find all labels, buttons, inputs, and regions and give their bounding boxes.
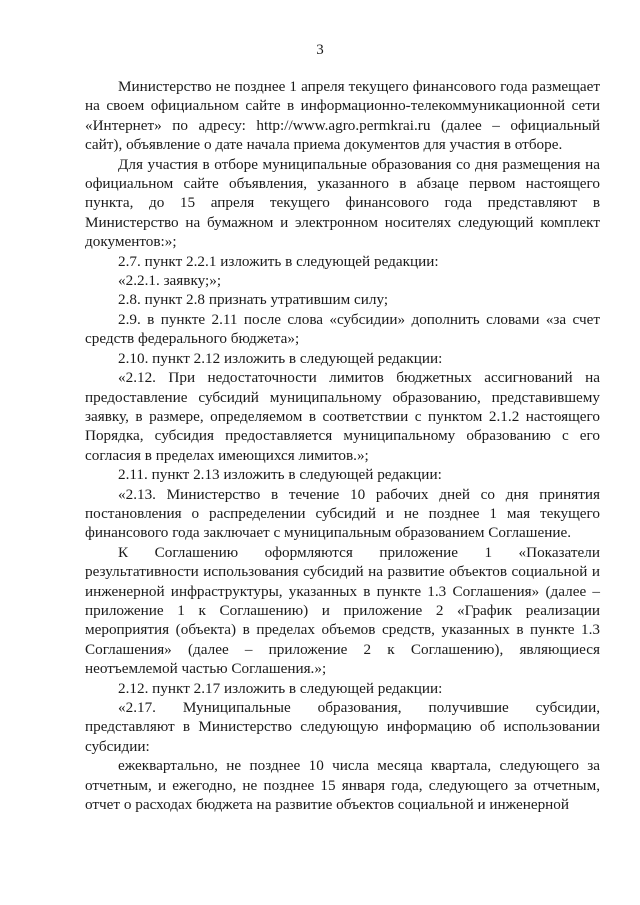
paragraph-announcement: Министерство не позднее 1 апреля текущего финансового года размещает на своем официальном сайте в информационно-телекоммуникационной сети «Интернет» по адресу: http://www.agro.permkrai.ru (далее – официальный сайт), объявление о дате начала приема документов для участия в отборе.	[85, 78, 600, 154]
paragraph-agreement-annexes: К Соглашению оформляются приложение 1 «Показатели результативности использования субсидий на развитие объектов социальной и инженерной инфраструктуры, указанных в пункте 1.3 Соглашения» (далее – приложение 1 к Соглашению) и приложение 2 «График реализации мероприятия (объекта) в пределах объемов средств, указанных в пункте 1.3 Соглашения» (далее – приложение 2 к Соглашению), являющиеся неотъемлемой частью Соглашения.»;	[85, 543, 600, 678]
paragraph-2-2-1-text: «2.2.1. заявку;»;	[118, 272, 222, 290]
paragraph-item-2-7: 2.7. пункт 2.2.1 изложить в следующей редакции:	[118, 252, 439, 270]
page-number: 3	[316, 42, 324, 58]
paragraph-selection-documents: Для участия в отборе муниципальные образования со дня размещения на официальном сайте объявления, указанного в абзаце первом настоящего пункта, до 15 апреля текущего финансового года представляют в Министерство на бумажном и электронном носителях следующий комплект документов:»;	[85, 155, 600, 251]
paragraph-2-17-text: «2.17. Муниципальные образования, получившие субсидии, представляют в Министерство следующую информацию об использовании субсидии:	[85, 699, 600, 755]
paragraph-item-2-8: 2.8. пункт 2.8 признать утратившим силу;	[118, 291, 389, 309]
document-body	[85, 77, 600, 814]
paragraph-2-13-text: «2.13. Министерство в течение 10 рабочих дней со дня принятия постановления о распределении субсидий и не позднее 1 мая текущего финансового года заключает с муниципальным образованием Соглашение.	[85, 485, 600, 542]
paragraph-item-2-9: 2.9. в пункте 2.11 после слова «субсидии» дополнить словами «за счет средств федерального бюджета»;	[85, 310, 600, 348]
paragraph-2-12-text: «2.12. При недостаточности лимитов бюджетных ассигнований на предоставление субсидий муниципальному образованию, представившему заявку, в размере, определяемом в соответствии с пунктом 2.1.2 настоящего Порядка, субсидия предоставляется муниципальному образованию с его согласия в пределах имеющихся лимитов.»;	[85, 369, 600, 464]
paragraph-quarterly-report: ежеквартально, не позднее 10 числа месяца квартала, следующего за отчетным, и ежегодно, не позднее 15 января года, следующего за отчетным, отчет о расходах бюджета на развитие объектов социальной и инженерной	[85, 757, 600, 814]
paragraph-item-2-12: 2.12. пункт 2.17 изложить в следующей редакции:	[118, 679, 443, 697]
paragraph-item-2-10: 2.10. пункт 2.12 изложить в следующей редакции:	[118, 349, 443, 367]
paragraph-item-2-11: 2.11. пункт 2.13 изложить в следующей редакции:	[118, 466, 442, 484]
